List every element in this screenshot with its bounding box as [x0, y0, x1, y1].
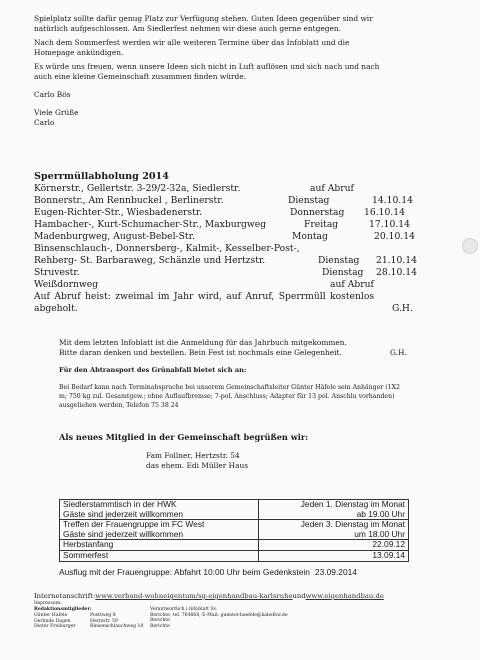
schedule-event	[60, 500, 259, 520]
jahrbuch-line: Mit dem letzten Infoblatt ist die Anmeldung für das Jahrbuch mitgekommen.	[59, 338, 347, 347]
greeting: Viele Grüße	[34, 108, 79, 117]
schedule-time-line: ab 19.00 Uhr	[356, 508, 405, 519]
table-row	[60, 550, 409, 561]
sperrmuell-note: abgeholt.	[34, 303, 78, 314]
table-row	[60, 540, 409, 551]
impressum-role: Berichte	[150, 623, 170, 629]
impressum-role: Berichte	[150, 618, 170, 624]
intro-line: Nach dem Sommerfest werden wir alle weiteren Termine über das Infoblatt und die	[34, 38, 350, 47]
sperrmuell-streets: Binsenschlauch-, Donnersberg-, Kalmit-, Kesselber-Post-,	[34, 243, 300, 254]
schedule-table	[59, 499, 409, 562]
schedule-time	[259, 520, 409, 540]
intro-text	[34, 14, 379, 128]
intro-line	[34, 82, 379, 90]
sperrmuell-streets: Hambacher-, Kurt-Schumacher-Str., Maxburgweg	[34, 219, 267, 230]
sperrmuell-streets: Körnerstr., Gellertstr. 3-29/2-32a, Siedlerstr.	[34, 183, 241, 194]
schedule-time-line: 13.09.14	[372, 549, 405, 560]
internet-prefix: Internetanschrift:	[34, 592, 96, 600]
schedule-time-line: um 18.00 Uhr	[354, 528, 405, 539]
impressum-heading: Impressum:	[34, 601, 62, 606]
mitglied-line: Fam Follner, Hertzstr. 54	[146, 451, 240, 460]
gruenabfall-line: m; 750 kg zul. Gesamtgew.; ohne Auflaufbremse; 7-pol. Anschluss; Adapter für 13 pol. Anschlu vorhanden)	[59, 393, 395, 400]
sperrmuell-streets: Struvestr.	[34, 267, 80, 278]
schedule-footer-text: Ausflug mit der Frauengruppe: Abfahrt 10:00 Uhr beim Gedenkstein	[59, 567, 310, 577]
schedule-event-title: Treffen der Frauengruppe im FC West	[63, 519, 205, 530]
sperrmuell-day: auf Abruf	[310, 183, 354, 194]
sperrmuell-day: Dienstag	[288, 195, 330, 206]
sperrmuell-date: 28.10.14	[376, 267, 417, 278]
impressum-address: Posttweg 8	[90, 613, 116, 618]
sperrmuell-date: 14.10.14	[372, 195, 413, 206]
sperrmuell-streets: Bonnerstr., Am Rennbuckel , Berlinerstr.	[34, 195, 224, 206]
intro-line	[34, 100, 379, 108]
schedule-footer	[59, 567, 357, 577]
impressum-sub: Redaktionsmitglieder:	[34, 607, 92, 612]
internet-mid: und	[292, 592, 306, 600]
sperrmuell-day: auf Abruf	[330, 279, 374, 290]
schedule-time-line: 22.09.12	[372, 539, 405, 550]
sperrmuell-streets: Eugen-Richter-Str., Wiesbadenerstr.	[34, 207, 203, 218]
signature: Carlo	[34, 118, 55, 127]
sperrmuell-date: 16.10.14	[364, 207, 405, 218]
schedule-time-line: Jeden 1. Dienstag im Monat	[300, 499, 405, 509]
intro-line: auch eine kleine Gemeinschaft zusammen finden würde.	[34, 72, 246, 81]
schedule-event	[60, 520, 259, 540]
impressum-address: Hertzstr. 59	[90, 618, 118, 624]
homepage-link[interactable]: www.eigenhandbau.de	[305, 592, 384, 600]
sperrmuell-streets: Weißdornweg	[34, 279, 99, 290]
impressum-role: Berichte, tel. 764868, E-Mail: guenter.haefele@kabelbw.de	[150, 612, 288, 618]
impressum-name: Gerlinde Dagen	[34, 618, 71, 624]
sperrmuell-date: 17.10.14	[369, 219, 410, 230]
mitglied-heading: Als neues Mitglied in der Gemeinschaft begrüßen wir:	[59, 432, 309, 442]
jahrbuch-sign: G.H.	[390, 348, 407, 357]
schedule-footer-date: 23.09.2014	[315, 567, 357, 577]
gruenabfall-heading: Für den Abtransport des Grünabfall bietet sich an:	[59, 366, 247, 374]
schedule-event-note: Gäste sind jederzeit willkommen	[63, 508, 184, 519]
intro-line: Spielplatz sollte dafür genug Platz zur Verfügung stehen. Guten Ideen gegenüber sind wir	[34, 14, 373, 23]
intro-line: natürlich aufgeschlossen. Am Siedlerfest nehmen wir diese auch gerne entgegen.	[34, 24, 341, 33]
sperrmuell-streets: Madenburgweg, August-Bebel-Str.	[34, 231, 195, 242]
table-row	[60, 500, 409, 520]
schedule-time	[259, 540, 409, 551]
impressum-role: Verantwortlich i.Infoblatt Sv.	[150, 607, 218, 612]
gruenabfall-line: ausgeliehen werden, Telefon 75 38 24	[59, 402, 179, 409]
punch-hole	[462, 238, 478, 254]
schedule-time	[259, 500, 409, 520]
schedule-time	[259, 550, 409, 561]
sperrmuell-date: 20.10.14	[374, 231, 415, 242]
sperrmuell-note: Auf Abruf heist: zweimal im Jahr wird, auf Anruf, Sperrmüll kostenlos	[34, 291, 375, 302]
schedule-event-title: Sommerfest	[63, 549, 109, 560]
schedule-event-title: Herbstanfang	[63, 539, 114, 550]
sperrmuell-title: Sperrmüllabholung 2014	[34, 171, 169, 182]
schedule-event	[60, 540, 259, 551]
mitglied-line: das ehem. Edi Müller Haus	[146, 461, 249, 470]
intro-line: Es würde uns freuen, wenn unsere Ideen sich nicht in Luft auflösen und sich nach und nach	[34, 62, 380, 71]
jahrbuch-text	[59, 338, 347, 358]
sperrmuell-sign: G.H.	[392, 303, 413, 314]
impressum-address: Binsenschlauchweg 18	[90, 624, 144, 630]
sperrmuell-day: Donnerstag	[290, 207, 345, 218]
schedule-event-title: Siedlerstammtisch in der HWK	[63, 499, 177, 509]
sperrmuell-streets: Rehberg- St. Barbaraweg, Schänzle und Hertzstr.	[34, 255, 266, 266]
sperrmuell-day: Montag	[292, 231, 328, 242]
mitglied-text	[146, 451, 248, 471]
schedule-event	[60, 550, 259, 561]
impressum-addresses	[90, 613, 143, 630]
impressum-names	[34, 613, 76, 630]
impressum-name: Günter Hafele	[34, 613, 68, 618]
impressum-name: Dieter Freiburger	[34, 624, 76, 630]
sperrmuell-day: Dienstag	[318, 255, 360, 266]
schedule-event-note: Gäste sind jederzeit willkommen	[63, 528, 184, 539]
table-row	[60, 520, 409, 540]
gruenabfall-text	[59, 383, 400, 410]
intro-line: Homepage ankündigen.	[34, 48, 124, 57]
homepage-link[interactable]: www.verband-wohneigentum/sg-eigenhandbau-karlsruhe	[95, 592, 293, 600]
impressum-roles	[150, 607, 288, 629]
sperrmuell-day: Dienstag	[322, 267, 364, 278]
gruenabfall-line: Bei Bedarf kann nach Terminabsprache bei unserem Gemeinschaftsleiter Günter Häfele sein Anhänger (1X2	[59, 384, 400, 391]
sperrmuell-date: 21.10.14	[376, 255, 417, 266]
author-name: Carlo Bös	[34, 90, 71, 99]
internet-line	[34, 592, 384, 600]
schedule-time-line: Jeden 3. Dienstag im Monat	[300, 519, 405, 530]
sperrmuell-day: Freitag	[304, 219, 339, 230]
jahrbuch-line: Bitte daran denken und bestellen. Bein Fest ist nochmals eine Gelegenheit.	[59, 348, 342, 357]
